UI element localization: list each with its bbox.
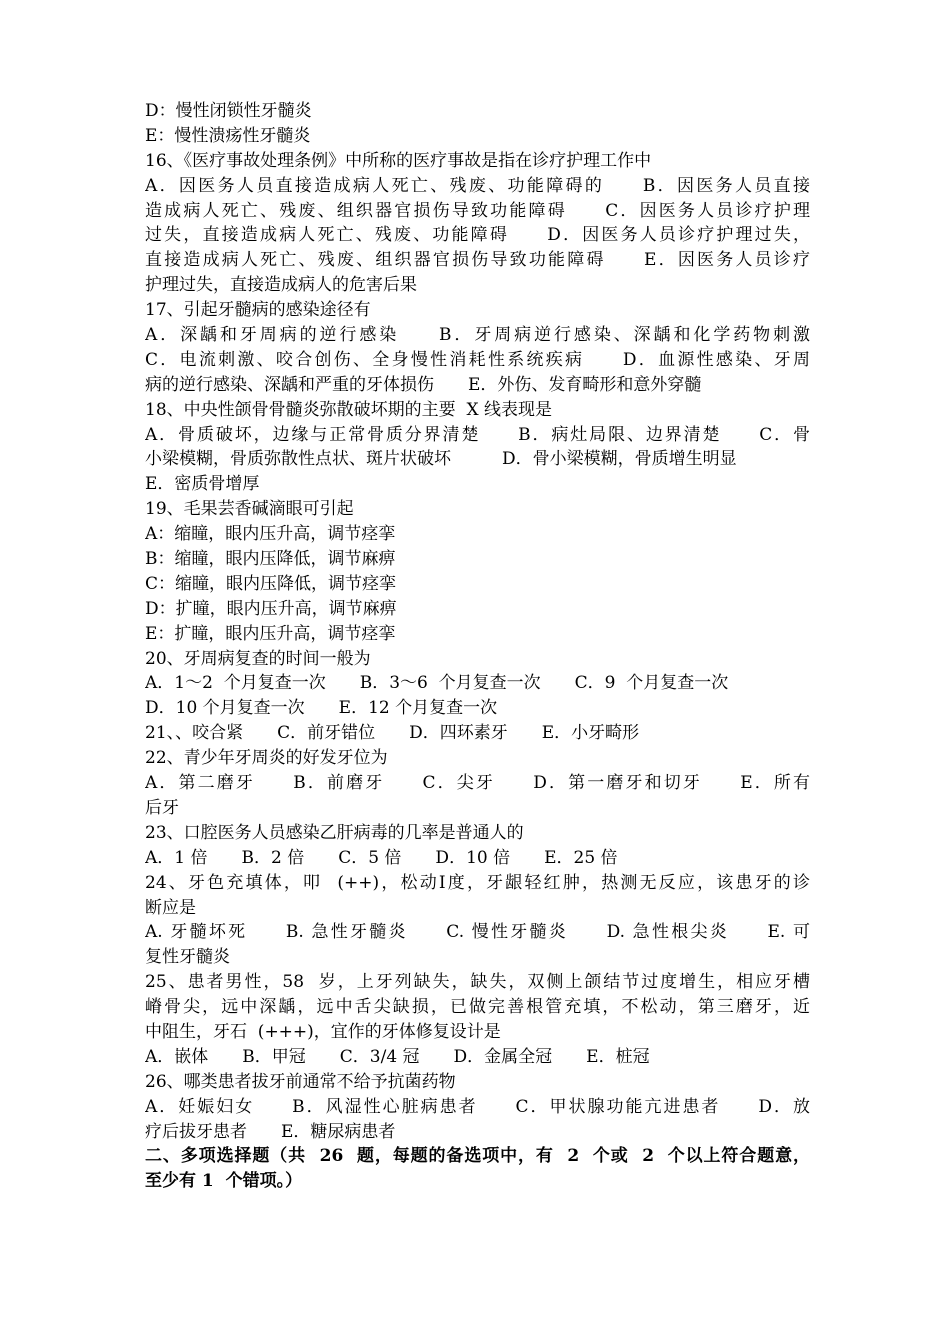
question-26-stem: 26、哪类患者拔牙前通常不给予抗菌药物 [145,1071,456,1092]
question-25-stem: 25、患者男性，58 岁，上牙列缺失，缺失，双侧上颌结节过度增生，相应牙槽 [145,972,810,993]
question-16-options: A．因医务人员直接造成病人死亡、残废、功能障碍的 B．因医务人员直接 [145,175,810,196]
question-16-options: 造成病人死亡、残废、组织器官损伤导致功能障碍 C．因医务人员诊疗护理 [145,200,810,221]
question-19-option: E：扩瞳，眼内压升高，调节痉挛 [145,623,396,644]
question-17-options: A．深龋和牙周病的逆行感染 B．牙周病逆行感染、深龋和化学药物刺激 [145,325,810,346]
question-20-stem: 20、牙周病复查的时间一般为 [145,648,371,669]
question-16-stem: 16、《医疗事故处理条例》中所称的医疗事故是指在诊疗护理工作中 [145,150,652,171]
question-18-options: E．密质骨增厚 [145,474,260,495]
question-25-stem: 中阻生，牙石 (+++)，宜作的牙体修复设计是 [145,1021,501,1042]
question-18-options: 小梁模糊，骨质弥散性点状、斑片状破坏 D．骨小梁模糊，骨质增生明显 [145,449,737,470]
question-19-option: C：缩瞳，眼内压降低，调节痉挛 [145,573,397,594]
question-19-option: A：缩瞳，眼内压升高，调节痉挛 [145,524,396,545]
question-16-options: 直接造成病人死亡、残废、组织器官损伤导致功能障碍 E．因医务人员诊疗 [145,250,810,271]
question-22-options: 后牙 [145,797,179,818]
question-19-option: B：缩瞳，眼内压降低，调节麻痹 [145,549,396,570]
question-20-options: D．10 个月复查一次 E．12 个月复查一次 [145,698,498,719]
text-line: E：慢性溃疡性牙髓炎 [145,125,311,146]
question-26-options: 疗后拔牙患者 E．糖尿病患者 [145,1121,396,1142]
question-21-line: 21、、咬合紧 C．前牙错位 D．四环素牙 E．小牙畸形 [145,723,640,744]
section-heading: 至少有 1 个错项。） [145,1171,303,1192]
question-23-stem: 23、口腔医务人员感染乙肝病毒的几率是普通人的 [145,822,524,843]
question-16-options: 护理过失，直接造成病人的危害后果 [145,275,417,296]
question-25-stem: 嵴骨尖，远中深龋，远中舌尖缺损，已做完善根管充填，不松动，第三磨牙，近 [145,997,810,1018]
question-22-stem: 22、青少年牙周炎的好发牙位为 [145,748,388,769]
question-25-options: A．嵌体 B．甲冠 C．3/4 冠 D．金属全冠 E．桩冠 [145,1046,650,1067]
question-18-options: A．骨质破坏，边缘与正常骨质分界清楚 B．病灶局限、边界清楚 C．骨 [145,424,810,445]
question-20-options: A．1～2 个月复查一次 B．3～6 个月复查一次 C．9 个月复查一次 [145,673,729,694]
question-24-stem: 断应是 [145,897,196,918]
question-19-option: D：扩瞳，眼内压升高，调节麻痹 [145,598,397,619]
question-24-options: 复性牙髓炎 [145,947,230,968]
question-23-options: A．1 倍 B．2 倍 C．5 倍 D．10 倍 E．25 倍 [145,847,618,868]
text-line: D：慢性闭锁性牙髓炎 [145,101,312,121]
question-17-stem: 17、引起牙髓病的感染途径有 [145,300,371,321]
section-heading: 二、多项选择题（共 26 题，每题的备选项中，有 2 个或 2 个以上符合题意， [145,1146,810,1167]
question-16-options: 过失，直接造成病人死亡、残废、功能障碍 D．因医务人员诊疗护理过失， [145,225,810,246]
question-22-options: A．第二磨牙 B．前磨牙 C．尖牙 D．第一磨牙和切牙 E．所有 [145,773,810,794]
question-18-stem: 18、中央性颌骨骨髓炎弥散破坏期的主要 X 线表现是 [145,399,552,420]
document-page [145,99,810,1194]
question-26-options: A．妊娠妇女 B．风湿性心脏病患者 C．甲状腺功能亢进患者 D．放 [145,1096,810,1117]
question-19-stem: 19、毛果芸香碱滴眼可引起 [145,499,354,520]
question-24-stem: 24、牙色充填体，叩 (++)，松动Ⅰ度，牙龈轻红肿，热测无反应，该患牙的诊 [145,872,810,893]
question-17-options: C．电流刺激、咬合创伤、全身慢性消耗性系统疾病 D．血源性感染、牙周 [145,349,810,370]
question-24-options: A. 牙髓坏死 B. 急性牙髓炎 C. 慢性牙髓炎 D. 急性根尖炎 E. 可 [145,922,810,943]
question-17-options: 病的逆行感染、深龋和严重的牙体损伤 E．外伤、发育畸形和意外穿髓 [145,374,702,395]
